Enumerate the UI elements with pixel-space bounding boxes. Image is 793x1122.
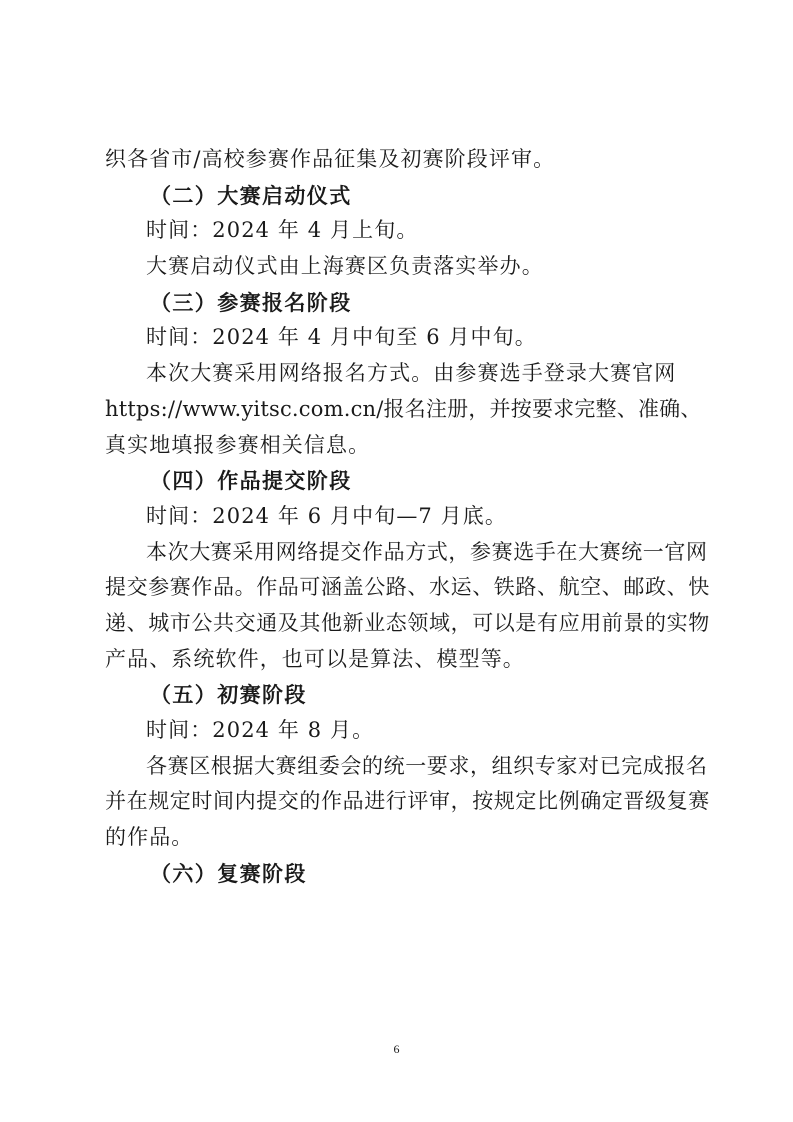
launch-ceremony-time: 时间：2024 年 4 月上旬。 <box>146 218 419 243</box>
preliminary-paragraph-line-2: 并在规定时间内提交的作品进行评审，按规定比例确定晋级复赛 <box>105 789 710 814</box>
submission-paragraph-line-4: 产品、系统软件，也可以是算法、模型等。 <box>105 646 525 671</box>
preliminary-time: 时间：2024 年 8 月。 <box>146 718 375 742</box>
registration-paragraph-line-3: 真实地填报参赛相关信息。 <box>105 432 371 457</box>
launch-ceremony-description: 大赛启动仪式由上海赛区负责落实举办。 <box>146 254 544 279</box>
preliminary-paragraph-line-3: 的作品。 <box>105 825 194 850</box>
registration-paragraph-line-2: https://www.yitsc.com.cn/报名注册，并按要求完整、准确、 <box>105 396 702 421</box>
submission-paragraph-line-3: 递、城市公共交通及其他新业态领域，可以是有应用前景的实物 <box>105 610 710 635</box>
section-heading-launch-ceremony: （二）大赛启动仪式 <box>150 182 352 208</box>
section-heading-submission: （四）作品提交阶段 <box>150 468 352 494</box>
submission-time: 时间：2024 年 6 月中旬—7 月底。 <box>146 503 507 528</box>
page-number: 6 <box>393 1042 400 1056</box>
registration-time: 时间：2024 年 4 月中旬至 6 月中旬。 <box>146 325 537 350</box>
preliminary-paragraph-line-1: 各赛区根据大赛组委会的统一要求，组织专家对已完成报名 <box>146 753 708 778</box>
submission-paragraph-line-2: 提交参赛作品。作品可涵盖公路、水运、铁路、航空、邮政、快 <box>105 575 710 600</box>
submission-paragraph-line-1: 本次大赛采用网络提交作品方式，参赛选手在大赛统一官网 <box>146 539 708 564</box>
section-heading-semifinal: （六）复赛阶段 <box>150 860 307 886</box>
section-heading-registration: （三）参赛报名阶段 <box>150 289 352 315</box>
paragraph-continuation: 织各省市/高校参赛作品征集及初赛阶段评审。 <box>105 147 556 171</box>
document-body <box>105 142 710 891</box>
section-heading-preliminary: （五）初赛阶段 <box>150 682 307 708</box>
registration-paragraph-line-1: 本次大赛采用网络报名方式。由参赛选手登录大赛官网 <box>146 361 677 386</box>
